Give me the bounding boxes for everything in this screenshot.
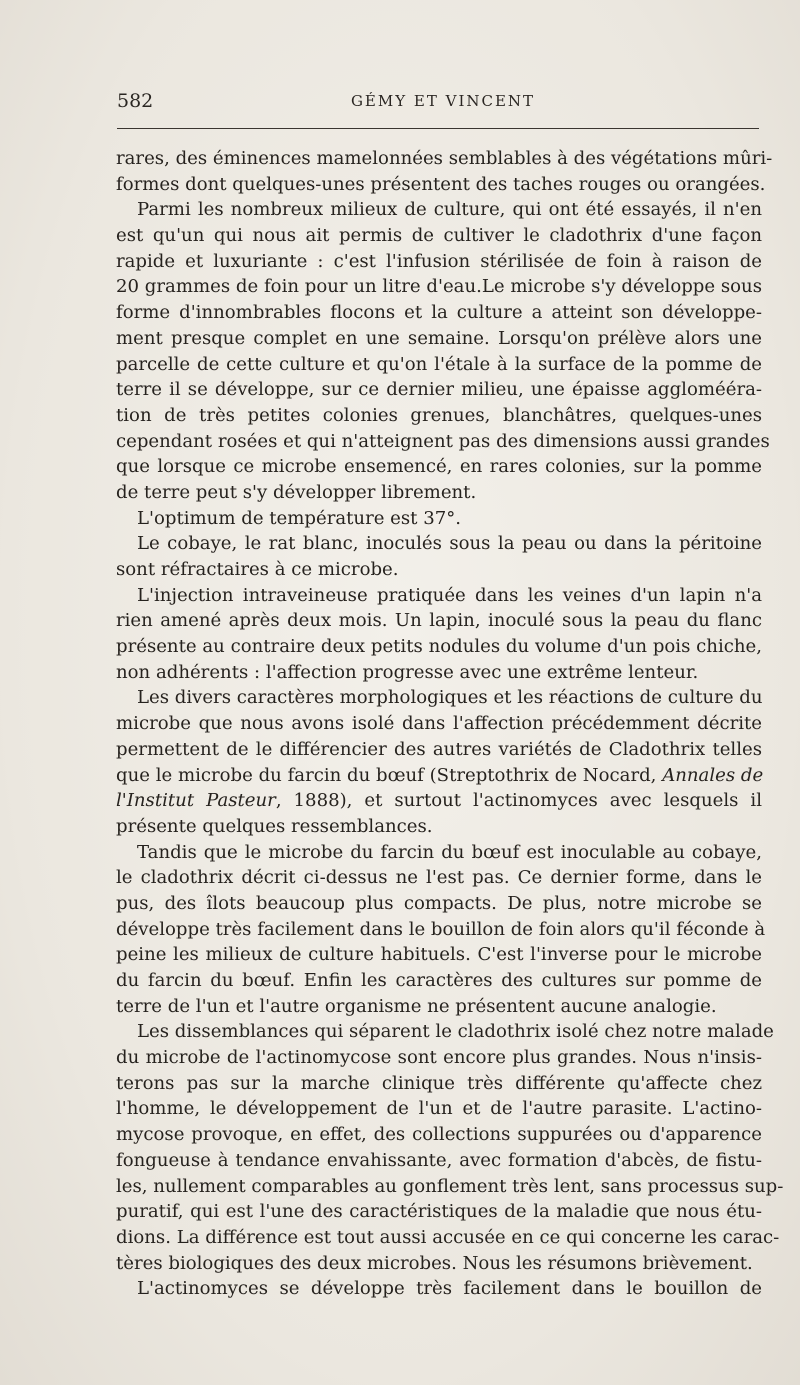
- text-line: [116, 1045, 762, 1071]
- page-header: [117, 88, 759, 118]
- text-line: [116, 968, 762, 994]
- body-text: [116, 146, 784, 1302]
- text-line: [116, 1174, 784, 1200]
- text-line: [116, 197, 762, 223]
- text-line: [116, 1096, 762, 1122]
- text-segment: fongueuse à tendance envahissante, avec formation d'abcès, de fistu-: [116, 1149, 762, 1171]
- text-segment: cependant rosées et qui n'atteignent pas des dimensions aussi grandes: [116, 430, 770, 452]
- text-line: [116, 300, 762, 326]
- text-line: [116, 1199, 762, 1225]
- text-segment: rapide et luxuriante : c'est l'infusion stérilisée de foin à raison de: [116, 250, 762, 272]
- text-segment: mycose provoque, en effet, des collections suppurées ou d'apparence: [116, 1124, 762, 1146]
- text-segment: terons pas sur la marche clinique très différente qu'affecte chez: [116, 1072, 762, 1094]
- text-segment: L'optimum de température est 37°.: [137, 507, 462, 529]
- text-line: [116, 146, 773, 172]
- text-segment: présente quelques ressemblances.: [116, 815, 433, 837]
- text-line: [116, 942, 762, 968]
- text-segment: rares, des éminences mamelonnées semblables à des végétations mûri-: [116, 148, 773, 169]
- text-line: [116, 737, 762, 763]
- text-segment: terre de l'un et l'autre organisme ne présentent aucune analogie.: [116, 995, 717, 1017]
- text-segment: Parmi les nombreux milieux de culture, qui ont été essayés, il n'en: [137, 199, 762, 221]
- text-segment: l'homme, le développement de l'un et de l'autre parasite. L'actino-: [116, 1098, 762, 1120]
- text-line: [116, 994, 762, 1020]
- text-line: [116, 814, 762, 840]
- text-line: [116, 634, 762, 660]
- text-line: [116, 249, 762, 275]
- text-line: [116, 1276, 762, 1302]
- text-segment: les, nullement comparables au gonflement très lent, sans processus sup-: [116, 1175, 784, 1197]
- running-title: GÉMY ET VINCENT: [350, 92, 536, 110]
- text-segment: tères biologiques des deux microbes. Nous les résumons brièvement.: [116, 1252, 753, 1274]
- text-segment: pus, des îlots beaucoup plus compacts. De plus, notre microbe se: [116, 892, 762, 914]
- text-segment: parcelle de cette culture et qu'on l'étale à la surface de la pomme de: [116, 353, 762, 375]
- text-segment: L'actinomyces se développe très facilement dans le bouillon de: [137, 1278, 762, 1300]
- page-number: 582: [117, 90, 154, 112]
- text-line: [116, 763, 762, 789]
- text-segment: Les divers caractères morphologiques et les réactions de culture du: [137, 687, 763, 709]
- text-segment: rien amené après deux mois. Un lapin, inoculé sous la peau du flanc: [116, 610, 762, 632]
- text-line: [116, 531, 762, 557]
- text-line: [116, 608, 762, 634]
- text-segment: formes dont quelques-unes présentent des taches rouges ou orangées.: [116, 173, 766, 195]
- italic-citation: l'Institut Pasteur: [116, 790, 276, 812]
- text-line: [116, 377, 762, 403]
- text-line: [116, 429, 770, 455]
- text-segment: terre il se développe, sur ce dernier milieu, une épaisse agglomééra-: [116, 379, 762, 401]
- text-line: [116, 788, 762, 814]
- text-segment: Les dissemblances qui séparent le cladothrix isolé chez notre malade: [137, 1021, 774, 1043]
- text-segment: sont réfractaires à ce microbe.: [116, 559, 399, 580]
- text-line: [116, 326, 762, 352]
- text-line: [116, 1251, 762, 1277]
- text-line: [116, 1071, 762, 1097]
- text-segment: L'injection intraveineuse pratiquée dans les veines d'un lapin n'a: [137, 584, 762, 606]
- text-segment: de terre peut s'y développer librement.: [116, 481, 477, 503]
- text-line: [116, 685, 762, 711]
- text-segment: peine les milieux de culture habituels. C'est l'inverse pour le microbe: [116, 944, 762, 966]
- text-segment: microbe que nous avons isolé dans l'affection précédemment décrite: [116, 713, 762, 735]
- text-segment: tion de très petites colonies grenues, blanchâtres, quelques-unes: [116, 404, 762, 426]
- text-line: [116, 274, 762, 300]
- text-line: [116, 403, 762, 429]
- text-line: [116, 172, 766, 198]
- text-line: [116, 454, 762, 480]
- text-segment: ment presque complet en une semaine. Lorsqu'on prélève alors une: [116, 327, 762, 349]
- text-line: [116, 1225, 780, 1251]
- text-segment: 20 grammes de foin pour un litre d'eau.Le microbe s'y développe sous: [116, 276, 762, 298]
- text-segment: non adhérents : l'affection progresse avec une extrême lenteur.: [116, 661, 699, 683]
- text-segment: que lorsque ce microbe ensemencé, en rares colonies, sur la pomme: [116, 456, 762, 478]
- text-segment: permettent de le différencier des autres variétés de Cladothrix telles: [116, 738, 762, 760]
- text-segment: le cladothrix décrit ci-dessus ne l'est pas. Ce dernier forme, dans le: [116, 867, 762, 889]
- text-line: [116, 557, 762, 583]
- text-line: [116, 917, 766, 943]
- header-rule: [117, 128, 759, 129]
- text-segment: que le microbe du farcin du bœuf (Streptothrix de Nocard,: [116, 764, 663, 786]
- text-line: [116, 352, 762, 378]
- text-segment: est qu'un qui nous ait permis de cultiver le cladothrix d'une façon: [116, 225, 762, 247]
- text-segment: Tandis que le microbe du farcin du bœuf est inoculable au cobaye,: [137, 841, 762, 863]
- text-segment: du farcin du bœuf. Enfin les caractères des cultures sur pomme de: [116, 970, 762, 991]
- text-line: [116, 480, 762, 506]
- text-segment: puratif, qui est l'une des caractéristiques de la maladie que nous étu-: [116, 1201, 762, 1223]
- text-line: [116, 891, 762, 917]
- text-segment: Le cobaye, le rat blanc, inoculés sous la peau ou dans la péritoine: [137, 533, 762, 555]
- text-segment: forme d'innombrables flocons et la culture a atteint son développe-: [116, 302, 762, 324]
- text-line: [116, 583, 762, 609]
- text-line: [116, 1148, 762, 1174]
- text-line: [116, 506, 762, 532]
- text-segment: , 1888), et surtout l'actinomyces avec lesquels il: [275, 790, 762, 812]
- text-line: [116, 223, 762, 249]
- text-segment: présente au contraire deux petits nodules du volume d'un pois chiche,: [116, 636, 762, 658]
- italic-citation: Annales de: [662, 764, 764, 786]
- text-line: [116, 840, 762, 866]
- text-segment: développe très facilement dans le bouillon de foin alors qu'il féconde à: [116, 918, 766, 940]
- text-segment: du microbe de l'actinomycose sont encore plus grandes. Nous n'insis-: [116, 1047, 762, 1069]
- text-line: [116, 1019, 774, 1045]
- text-line: [116, 865, 762, 891]
- text-line: [116, 711, 762, 737]
- text-line: [116, 660, 762, 686]
- text-line: [116, 1122, 762, 1148]
- text-segment: dions. La différence est tout aussi accusée en ce qui concerne les carac-: [116, 1226, 780, 1248]
